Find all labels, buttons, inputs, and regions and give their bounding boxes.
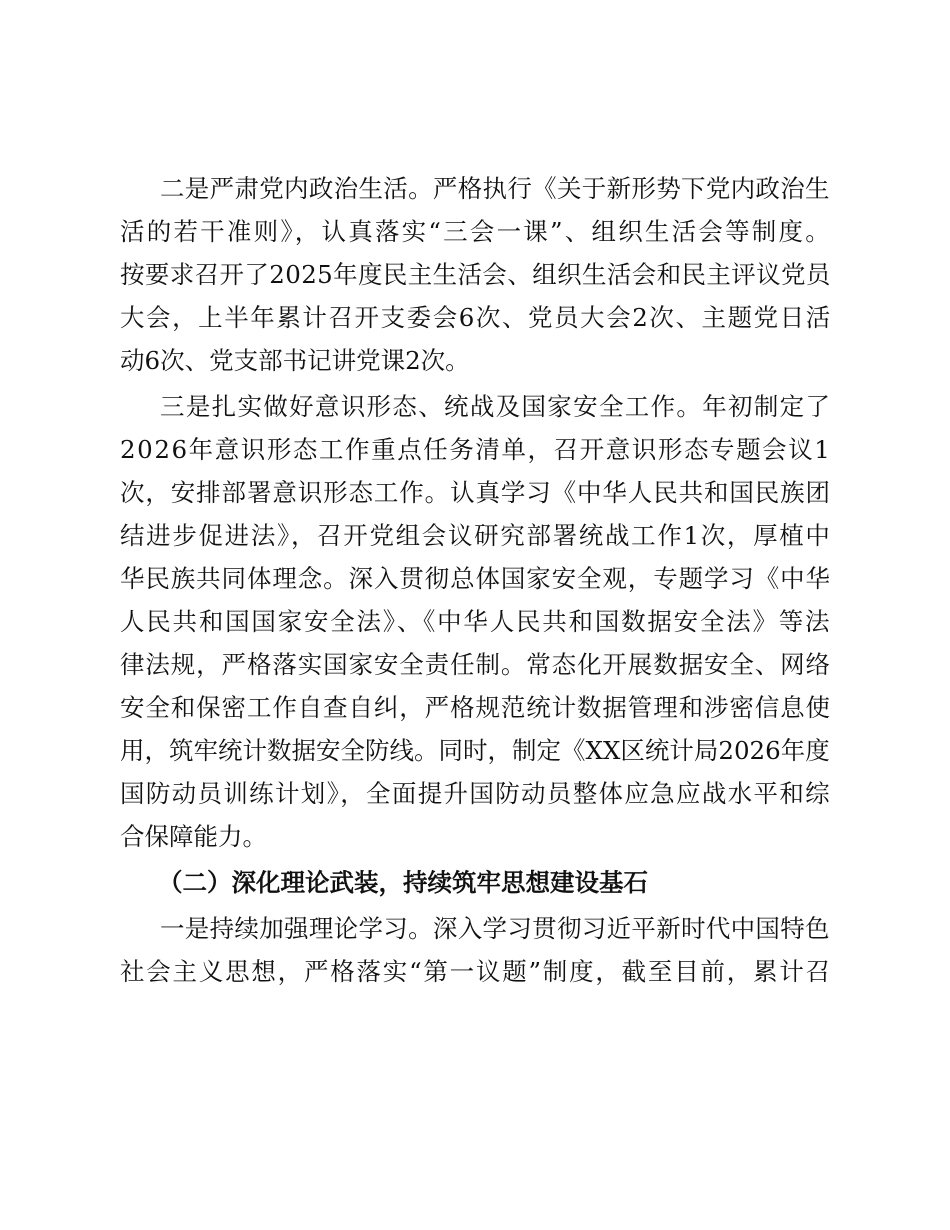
paragraph-2-line-3: 按要求召开了2025年度民主生活会、组织生活会和民主评议党员 [120,260,831,289]
paragraph-3-line-6: 人民共和国国家安全法》、《中华人民共和国数据安全法》等法 [120,607,832,636]
paragraph-4-line-2: 社会主义思想，严格落实“第一议题”制度，截至目前，累计召 [120,957,832,986]
paragraph-4-line-1: 一是持续加强理论学习。深入学习贯彻习近平新时代中国特色 [160,914,830,943]
paragraph-2-line-4: 大会，上半年累计召开支委会6次、党员大会2次、主题党日活 [120,303,832,332]
paragraph-3-line-3: 次，安排部署意识形态工作。认真学习《中华人民共和国民族团 [120,478,831,507]
paragraph-3-line-10: 国防动员训练计划》，全面提升国防动员整体应急应战水平和综 [120,779,831,808]
paragraph-3-line-11: 合保障能力。 [120,822,267,851]
paragraph-3-line-4: 结进步促进法》，召开党组会议研究部署统战工作1次，厚植中 [120,521,832,550]
paragraph-2-line-5: 动6次、党支部书记讲党课2次。 [120,346,470,375]
paragraph-3-line-9: 用，筑牢统计数据安全防线。同时，制定《XX区统计局2026年度 [120,736,830,765]
paragraph-3-line-8: 安全和保密工作自查自纠，严格规范统计数据管理和涉密信息使 [120,693,831,722]
paragraph-2-line-2: 活的若干准则》，认真落实“三会一课”、组织生活会等制度。 [120,217,832,246]
paragraph-3-line-7: 律法规，严格落实国家安全责任制。常态化开展数据安全、网络 [120,650,831,679]
paragraph-2-line-1: 二是严肃党内政治生活。严格执行《关于新形势下党内政治生 [160,174,830,203]
paragraph-3-line-1: 三是扎实做好意识形态、统战及国家安全工作。年初制定了 [160,392,832,421]
paragraph-3-line-5: 华民族共同体理念。深入贯彻总体国家安全观，专题学习《中华 [120,564,831,593]
paragraph-3-line-2: 2026年意识形态工作重点任务清单，召开意识形态专题会议1 [120,435,832,464]
section-heading: （二）深化理论武装，持续筑牢思想建设基石 [158,868,648,897]
